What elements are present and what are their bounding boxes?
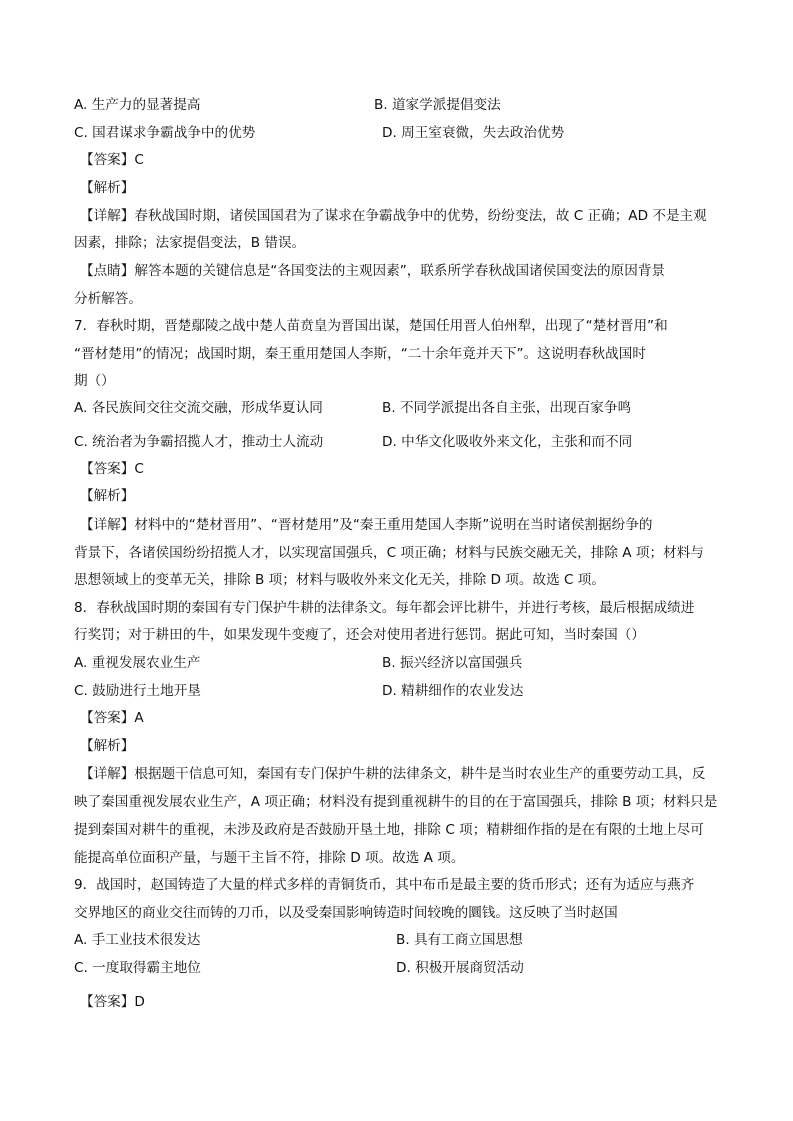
q7-option-c[interactable]: C. 统治者为争霸招揽人才，推动士人流动 xyxy=(74,434,324,450)
q7-answer: 【答案】C xyxy=(80,461,144,477)
q7-option-a[interactable]: A. 各民族间交往交流交融，形成华夏认同 xyxy=(74,400,323,416)
q6-detail-line-1: 【详解】春秋战国时期，诸侯国国君为了谋求在争霸战争中的优势，纷纷变法，故 C 正确；AD 不是主观 xyxy=(80,208,707,224)
q8-stem-line-1: 8．春秋战国时期的秦国有专门保护牛耕的法律条文。每年都会评比耕牛，并进行考核，最后根据成绩进 xyxy=(74,600,695,616)
q6-option-d[interactable]: D. 周王室衰微，失去政治优势 xyxy=(382,125,565,141)
q7-detail-line-3: 思想领域上的变革无关，排除 B 项；材料与吸收外来文化无关，排除 D 项。故选 C 项。 xyxy=(74,572,605,588)
q6-option-b[interactable]: B. 道家学派提倡变法 xyxy=(374,97,501,113)
q8-analysis-label: 【解析】 xyxy=(80,738,135,754)
q8-stem-line-2: 行奖罚；对于耕田的牛，如果发现牛变瘦了，还会对使用者进行惩罚。据此可知，当时秦国（） xyxy=(74,627,645,643)
q8-option-c[interactable]: C. 鼓励进行土地开垦 xyxy=(74,683,201,699)
q7-detail-line-1: 【详解】材料中的“楚材晋用”、“晋材楚用”及“秦王重用楚国人李斯”说明在当时诸侯割据纷争的 xyxy=(80,517,653,533)
q7-stem-line-3: 期（） xyxy=(74,373,115,389)
q7-option-d[interactable]: D. 中华文化吸收外来文化，主张和而不同 xyxy=(382,434,633,450)
q9-stem-line-1: 9．战国时，赵国铸造了大量的样式多样的青铜货币，其中布币是最主要的货币形式；还有为适应与燕齐 xyxy=(74,877,695,893)
q7-analysis-label: 【解析】 xyxy=(80,488,135,504)
q6-detail-line-2: 因素，排除；法家提倡变法，B 错误。 xyxy=(74,235,306,251)
q9-stem-line-2: 交界地区的商业交往而铸的刀币，以及受秦国影响铸造时间较晚的圜钱。这反映了当时赵国 xyxy=(74,905,618,921)
q7-detail-line-2: 背景下，各诸侯国纷纷招揽人才，以实现富国强兵，C 项正确；材料与民族交融无关，排除 A 项；材料与 xyxy=(74,545,704,561)
q7-stem-line-2: “晋材楚用”的情况；战国时期，秦王重用楚国人李斯，“二十余年竟并天下”。这说明春秋战国时 xyxy=(74,346,646,362)
q8-answer: 【答案】A xyxy=(80,710,144,726)
q9-option-c[interactable]: C. 一度取得霸主地位 xyxy=(74,960,201,976)
q9-answer: 【答案】D xyxy=(80,994,145,1010)
q8-option-d[interactable]: D. 精耕细作的农业发达 xyxy=(382,683,524,699)
q7-option-b[interactable]: B. 不同学派提出各自主张，出现百家争鸣 xyxy=(382,400,632,416)
q6-option-a[interactable]: A. 生产力的显著提高 xyxy=(74,97,201,113)
q6-tip-line-2: 分析解答。 xyxy=(74,291,142,307)
q9-option-d[interactable]: D. 积极开展商贸活动 xyxy=(396,960,524,976)
q9-option-a[interactable]: A. 手工业技术很发达 xyxy=(74,932,201,948)
q8-detail-line-2: 映了秦国重视发展农业生产，A 项正确；材料没有提到重视耕牛的目的在于富国强兵，排除 B 项；材料只是 xyxy=(74,794,718,810)
q8-option-a[interactable]: A. 重视发展农业生产 xyxy=(74,655,201,671)
q6-option-c[interactable]: C. 国君谋求争霸战争中的优势 xyxy=(74,125,256,141)
q6-analysis-label: 【解析】 xyxy=(80,180,135,196)
q6-answer: 【答案】C xyxy=(80,152,144,168)
q9-option-b[interactable]: B. 具有工商立国思想 xyxy=(396,932,523,948)
q8-detail-line-1: 【详解】根据题干信息可知，秦国有专门保护牛耕的法律条文，耕牛是当时农业生产的重要劳动工具，反 xyxy=(80,766,706,782)
q8-detail-line-3: 提到秦国对耕牛的重视，未涉及政府是否鼓励开垦土地，排除 C 项；精耕细作指的是在有限的土地上尽可 xyxy=(74,822,704,838)
q8-option-b[interactable]: B. 振兴经济以富国强兵 xyxy=(382,655,523,671)
q7-stem-line-1: 7．春秋时期，晋楚鄢陵之战中楚人苗贲皇为晋国出谋，楚国任用晋人伯州犁，出现了“楚材晋用”和 xyxy=(74,318,668,334)
q8-detail-line-4: 能提高单位面积产量，与题干主旨不符，排除 D 项。故选 A 项。 xyxy=(74,850,465,866)
q6-tip-line-1: 【点睛】解答本题的关键信息是“各国变法的主观因素”，联系所学春秋战国诸侯国变法的原因背景 xyxy=(80,263,666,279)
